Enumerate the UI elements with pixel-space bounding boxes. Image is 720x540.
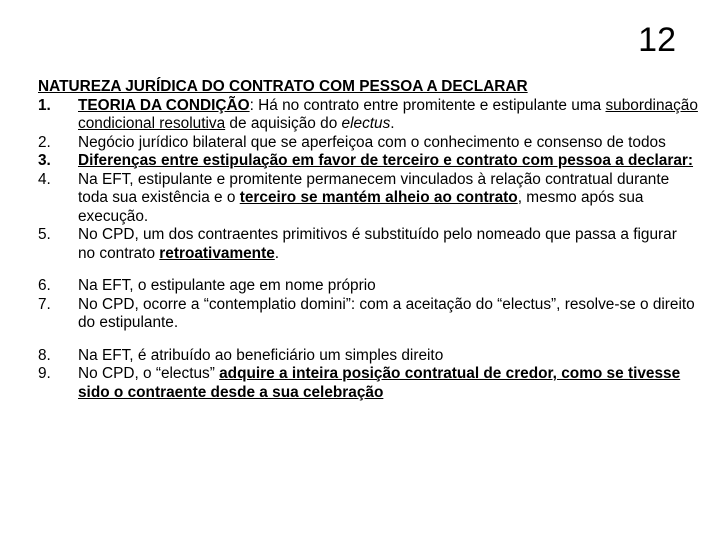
slide-number: 12	[638, 21, 676, 59]
list-item-2	[38, 134, 698, 153]
item-emphasis: subordinação condicional resolutiva	[78, 96, 698, 132]
item-text-part: .	[274, 244, 280, 262]
list-item-8	[38, 347, 698, 366]
item-number: 4.	[38, 170, 51, 188]
list-item-5	[38, 226, 698, 263]
item-text-part: .	[390, 115, 395, 132]
item-text: Na EFT, o estipulante age em nome próprio	[78, 277, 376, 294]
item-emphasis: adquire a inteira posição contratual de credor, como se tivesse sido o contraente desde a sua celebração	[78, 365, 681, 401]
item-number: 2.	[38, 133, 51, 151]
item-text-part: , mesmo após sua execução.	[78, 189, 644, 225]
item-text-part: de aquisição do	[225, 115, 342, 132]
list-item-3	[38, 152, 698, 171]
item-text-part: No CPD, o “electus”	[78, 365, 220, 382]
slide-content	[38, 78, 698, 402]
list-item-7	[38, 296, 698, 333]
item-text	[78, 226, 698, 263]
item-text: No CPD, ocorre a “contemplatio domini”: com a aceitação do “electus”, resolve-se o direito do estipulante.	[78, 295, 695, 331]
list-item-4	[38, 171, 698, 227]
item-text: Na EFT, é atribuído ao beneficiário um simples direito	[78, 346, 444, 364]
list-item-6	[38, 277, 698, 296]
item-text: Negócio jurídico bilateral que se aperfeiçoa com o conhecimento e consenso de todos	[78, 133, 666, 151]
item-text	[78, 171, 698, 227]
list-item-9	[38, 365, 698, 402]
item-text: Diferenças entre estipulação em favor de terceiro e contrato com pessoa a declarar:	[78, 152, 694, 169]
item-number: 1.	[38, 96, 51, 114]
item-emphasis: retroativamente	[159, 244, 275, 262]
item-italic: electus	[341, 115, 391, 132]
item-text-part: : Há no contrato entre promitente e estipulante uma	[249, 96, 606, 114]
item-number: 7.	[38, 295, 51, 313]
item-text	[78, 365, 698, 402]
list-item-1	[38, 97, 698, 134]
item-number: 5.	[38, 226, 51, 243]
spacer	[38, 263, 698, 277]
item-number: 6.	[38, 277, 51, 294]
item-text-part: Na EFT, estipulante e promitente permanecem vinculados à relação contratual durante toda sua existência e o	[78, 170, 670, 206]
item-emphasis: terceiro se mantém alheio ao contrato	[239, 189, 518, 206]
item-number: 9.	[38, 365, 51, 382]
item-heading: TEORIA DA CONDIÇÃO	[78, 96, 250, 114]
item-number: 8.	[38, 346, 51, 364]
item-text	[78, 97, 698, 134]
slide-title: NATUREZA JURÍDICA DO CONTRATO COM PESSOA A DECLARAR	[38, 78, 528, 95]
item-number: 3.	[38, 152, 51, 169]
item-text-part: No CPD, um dos contraentes primitivos é substituído pelo nomeado que passa a figurar no contrato	[78, 226, 677, 262]
spacer	[38, 333, 698, 347]
